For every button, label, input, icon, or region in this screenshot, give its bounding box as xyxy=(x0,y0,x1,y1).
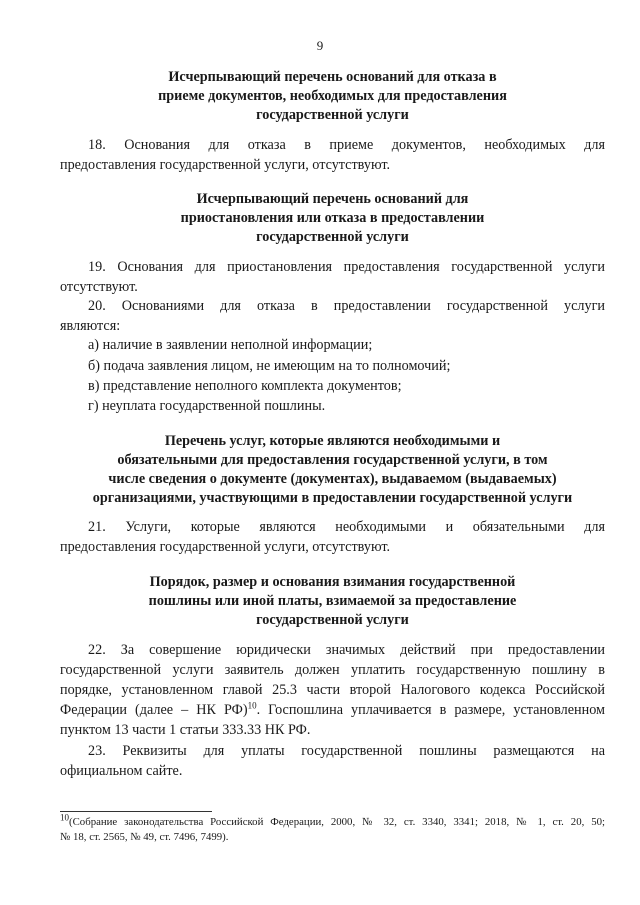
list-item: в) представление неполного комплекта документов; xyxy=(88,378,402,394)
paragraph-19-line1: 19. Основания для приостановления предоставления государственной услуги xyxy=(88,259,605,275)
heading-line: обязательными для предоставления государственной услуги, в том xyxy=(117,452,548,468)
paragraph-23-line2: официальном сайте. xyxy=(60,763,183,779)
footnote-line2: № 18, ст. 2565, № 49, ст. 7496, 7499). xyxy=(60,831,229,843)
paragraph-20-line1: 20. Основаниями для отказа в предоставлении государственной услуги xyxy=(88,298,605,314)
footnote-divider xyxy=(60,811,212,812)
paragraph-23-line1: 23. Реквизиты для уплаты государственной пошлины размещаются на xyxy=(88,743,605,759)
heading-line: государственной услуги xyxy=(256,229,409,245)
footnote-reference: 10 xyxy=(247,700,257,711)
footnote-text: (Собрание законодательства Российской Федерации, 2000, № 32, ст. 3340, 3341; 2018, № 1, ст. 20, 50; xyxy=(69,816,605,828)
section-heading-required-services xyxy=(60,432,605,508)
paragraph-22-line1: 22. За совершение юридически значимых действий при предоставлении xyxy=(88,642,605,658)
section-heading-refusal-acceptance xyxy=(60,68,605,125)
heading-line: приостановления или отказа в предоставлении xyxy=(180,210,485,226)
paragraph-21-line2: предоставления государственной услуги, отсутствуют. xyxy=(60,539,391,555)
heading-line: организациями, участвующими в предоставлении государственной услуги xyxy=(92,490,573,506)
list-item: г) неуплата государственной пошлины. xyxy=(88,398,326,414)
footnote-line1 xyxy=(60,812,605,830)
paragraph-19-line2: отсутствуют. xyxy=(60,279,138,295)
heading-line: Исчерпывающий перечень оснований для отказа в xyxy=(168,69,497,85)
heading-line: пошлины или иной платы, взимаемой за предоставление xyxy=(148,593,517,609)
list-item: а) наличие в заявлении неполной информации; xyxy=(88,337,373,353)
paragraph-22-line3: порядке, установленном главой 25.3 части второй Налогового кодекса Российской xyxy=(60,682,605,698)
section-heading-suspension-refusal xyxy=(60,190,605,247)
section-heading-state-fee xyxy=(60,573,605,630)
paragraph-22-line2: государственной услуги заявитель должен уплатить государственную пошлину в xyxy=(60,662,605,678)
heading-line: государственной услуги xyxy=(256,612,409,628)
heading-line: государственной услуги xyxy=(256,107,409,123)
heading-line: Исчерпывающий перечень оснований для xyxy=(196,191,469,207)
paragraph-22-line4-text-cont: . Госпошлина уплачивается в размере, установленном xyxy=(256,702,605,718)
paragraph-22-line4-text: Федерации (далее – НК РФ) xyxy=(60,702,248,718)
paragraph-18-line1: 18. Основания для отказа в приеме документов, необходимых для xyxy=(88,137,605,153)
paragraph-18-line2: предоставления государственной услуги, отсутствуют. xyxy=(60,157,391,173)
heading-line: Перечень услуг, которые являются необходимыми и xyxy=(164,433,501,449)
paragraph-21-line1: 21. Услуги, которые являются необходимыми и обязательными для xyxy=(88,519,605,535)
list-item: б) подача заявления лицом, не имеющим на то полномочий; xyxy=(88,358,451,374)
page-number: 9 xyxy=(316,38,324,53)
heading-line: числе сведения о документе (документах), выдаваемом (выдаваемых) xyxy=(108,471,557,487)
heading-line: приеме документов, необходимых для предоставления xyxy=(158,88,507,104)
paragraph-20-line2: являются: xyxy=(60,318,121,334)
heading-line: Порядок, размер и основания взимания государственной xyxy=(149,574,516,590)
paragraph-22-line4 xyxy=(60,700,605,720)
footnote-marker: 10 xyxy=(60,812,69,823)
paragraph-22-line5: пунктом 13 части 1 статьи 333.33 НК РФ. xyxy=(60,722,311,738)
